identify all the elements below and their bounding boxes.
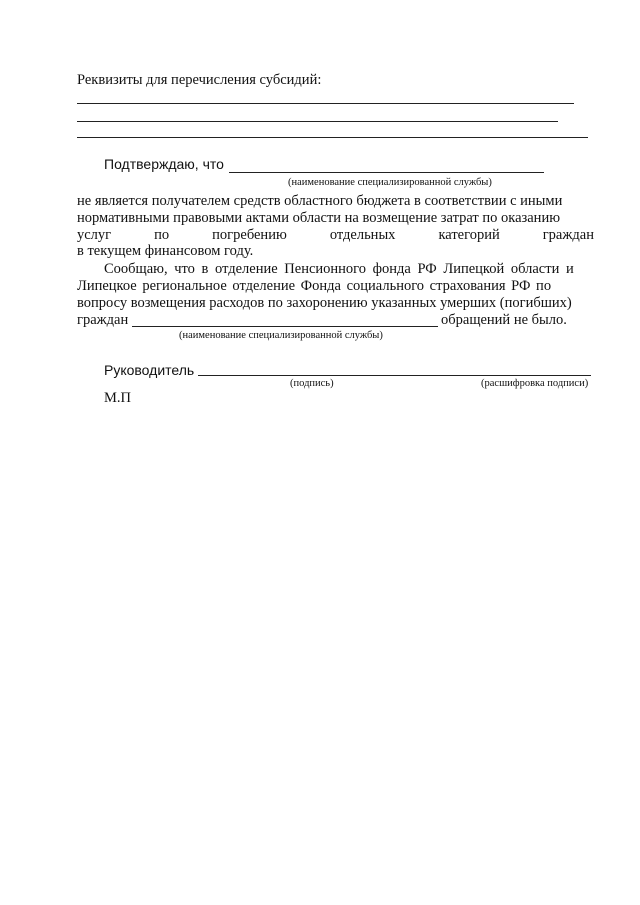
report-line-4-prefix: граждан: [77, 312, 129, 328]
requisites-label: Реквизиты для перечисления субсидий:: [77, 72, 322, 88]
word: отдельных: [329, 227, 396, 243]
confirm-line-4: в текущем финансовом году.: [77, 243, 254, 259]
confirm-prefix: Подтверждаю, что: [104, 156, 224, 172]
signature-caption: (подпись): [290, 378, 334, 389]
requisites-line-1: [77, 103, 574, 104]
report-line-4-suffix: обращений не было.: [441, 312, 567, 328]
head-label: Руководитель: [104, 362, 195, 378]
word: услуг: [77, 227, 112, 243]
report-line-1: [104, 261, 596, 277]
word: категорий: [438, 227, 500, 243]
stamp-label: М.П: [104, 390, 131, 406]
confirm-line-2: нормативными правовыми актами области на возмещение затрат по оказанию: [77, 210, 561, 226]
requisites-line-2: [77, 121, 558, 122]
confirm-caption: (наименование специализированной службы): [288, 177, 492, 188]
confirm-service-name-blank: [229, 172, 544, 173]
report-line-1-text: Сообщаю, что в отделение Пенсионного фонда РФ Липецкой области и: [104, 261, 574, 277]
report-line-3: вопросу возмещения расходов по захоронению указанных умерших (погибших): [77, 295, 572, 311]
report-line-2: Липецкое региональное отделение Фонда социального страхования РФ по: [77, 278, 552, 294]
report-caption: (наименование специализированной службы): [179, 330, 383, 341]
report-service-name-blank: [132, 326, 438, 327]
decode-caption: (расшифровка подписи): [481, 378, 589, 389]
word: погребению: [212, 227, 287, 243]
confirm-line-1: не является получателем средств областного бюджета в соответствии с иными: [77, 193, 563, 209]
word: по: [154, 227, 170, 243]
signature-blank: [198, 375, 591, 376]
word: граждан: [542, 227, 594, 243]
requisites-line-3: [77, 137, 588, 138]
confirm-line-3: [77, 227, 594, 243]
